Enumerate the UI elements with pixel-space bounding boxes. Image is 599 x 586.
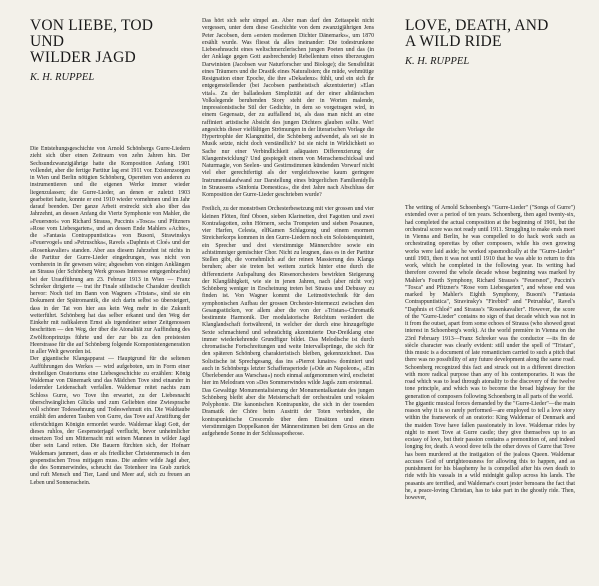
german-body-col2 bbox=[202, 18, 374, 438]
paragraph: The gigantic musical forces demanded by the "Gurre-Lieder"—the main reason why it is so rarely performed—are employed to tell a love story within the framework of an oratorio: King Waldemar of Denmark and the maiden Tove have fallen passionately in love. Waldemar rides by night to meet Tove at Gurre castle; they give themselves up to an ecstasy of love, but their passion contains a premonition of, and indeed longing for, death. A wood dove tells the other doves of Gurre that Tove has been murdered at the instigation of the jealous Queen. Waldemar accuses God of unrighteousness for allowing this to happen, and as punishment for his blasphemy he is compelled after his own death to ride with his vassals in a wild midnight gallop across his lands. The peasants are terrified, and Waldemar's court jester bemoans the fact that he, a peace-loving Christian, has to take part in the ghostly ride. Then, however, bbox=[405, 400, 575, 501]
english-author: K. H. RUPPEL bbox=[405, 56, 470, 67]
english-body bbox=[405, 205, 575, 502]
paragraph: Das hört sich sehr simpel an. Aber man darf den Zeitaspekt nicht vergessen, unter dem diese Geschichte von dem zwanzigjährigen Jens Peter Jacobsen, dem »ersten modernen Dichter Dänemarks«, um 1870 ersählt wurde. Was fliesst da alles ineinander: Die todestrunkene Liebesehnsucht eines weltschmerzlerischen jungen Poeten und das (in der Anklage gegen Gott ausbrechende) Rebellentum eines überzeugten Darwinisten (Jacobsen war Naturforscher und Biologe); die Sensibilität eines Träumers und die Drastik eines Naturalisten; die müde, wehmütige Resignation einer Epoche, die ihre »Dekadenz« fühlt, und ein sich ihr entgegenstellender (bei Jacobsen pantheistisch akzentuierter) »Elan vital«. Zu der balladesken Simplizität auf der einer altdänischen Volkslegende beruhenden Story steht der in Worten malende, impressionistische Stil der Gedichte, in dem so vorgetragen wird, in einem Gegensatz, der zu auffallend ist, als dass man nicht an eine raffiniert artistische Absicht des jungen Dichters glauben sollte. Wer! angesichts dieser vielfältigen Strömungen in der literarischen Vorlage die Hypertrophie der Klangmittel, die Schönberg aufwendet, als sei sie in Musik setzte, nicht doch verständlich? Ist sie nicht in Wirklichkeit so Sache nur einer Verbindlichkeit adäquaten Differenzierung der Klangentwicklung? Und gespiegelt einem von Menschenschicksal und Naturmagie, von Seelen- und Gestirnstimmen kündenden Vorwurf nicht viel eher gerechtfertigt als der vergleichsweise kaum geringere Instrumentalaufwand zur Darstellung eines bürgerlichen Familienidylls in Straussens »Sinfonia Domestica«, die drei Jahre nach Abschluss der Komposition der Gurre-Lieder geschrieben wurde? bbox=[202, 18, 374, 198]
german-body-col1 bbox=[30, 146, 190, 487]
english-title bbox=[405, 18, 575, 50]
german-author: K. H. RUPPEL bbox=[30, 72, 95, 83]
english-title-line-2: A WILD RIDE bbox=[405, 33, 502, 50]
english-title-line-1: LOVE, DEATH, AND bbox=[405, 17, 549, 34]
paragraph: Der gigantische Klangapparat — Hauptgrund für die seltenen Aufführungen des Werkes — wird aufgeboten, um in Form einer dreiteiligen Oratoriums eine Liebesgeschichte zu erzählen: König Waldemar von Dänemark und das Mädchen Tove sind einander in lodernder Leidenschaft verfallen. Waldemar reitet nachts zum Schloss Gurre, wo Tove ihn erwartet, zu der Liebesnacht überschwänglichen Glücks und zum Geliebten eine Zwiesprache voll schöner Todessehnung und Todeswehmutt ein. Die Waldtaube erzählt den anderen Tauben von Gurre, das Tove auf Anstiftung der eifersüchtigen Königin ermordet wurde. Waldemar klagt Gott, der dieses ruhlos, der Gespensterjagd verflucht, bevor unheimlicher einsetzen Tod um Mitternacht mit seinen Mannen in wilder Jagd über sein Land reiten. Die Bauern fürchten sich, der Hofnarr Waldemars jammert, dass er als friedlicher Christenmensch in den gespenstischen Tross mitjagen muss. Die andere wilde Jagd aber, die des Sommerwindes, scheucht das Totenheer ins Grab zurück und ruft Mensch und Tier, Land und Meer auf, sich zu freuen an Leben und Sonnenschein. bbox=[30, 356, 190, 486]
english-column bbox=[405, 18, 575, 502]
german-title bbox=[30, 18, 190, 66]
german-column-2 bbox=[202, 18, 374, 438]
paragraph: The writing of Arnold Schoenberg's "Gurre-Lieder" ("Songs of Gurre") extended over a period of ten years. Schoenberg, then aged twenty-six, had completed the actual composition at the beginning of 1901, but the orchestral score was not ready until 1911. Struggling to make ends meet in Vienna and Berlin, he was compelled to do hack work such as orchestrating operettas by other composers, while his own growing works were laid aside; he worked spasmodically at the "Gurre-Lieder" until 1903, then it was not until 1910 that he was able to return to this work, which he completed in the following year. Its writing had therefore covered the whole decade whose beginning was marked by Mahler's Fourth Symphony, Richard Strauss's "Feuersnot", Puccini's "Tosca" and Pfitzner's "Rose vom Liebesgarten", and whose end was marked by Mahler's Eighth Symphony, Busoni's "Fantasia Contrappuntistica", Stravinsky's "Firebird" and "Petrushka", Ravel's "Daphnis et Chloé" and Strauss's "Rosenkavalier". However, the score of the "Gurre-Lieder" contains no sign of that decade which was not in it from the outset, apart from some echoes of Strauss (who showed great interest in Schoenberg's work). At the world première in Vienna on the 23rd February 1913—Franz Schreker was the conductor —its fin de siècle character was clearly evident: still under the spell of "Tristan", this music is a document of late romanticism carried to such a pitch that there was no possibility of any future development along the same road. Schoenberg recognized this fact and struck out in a different direction with more radical purpose than any of his contemporaries. It was the road which was to lead through atonality to the discovery of the twelve tone principle, and which was to become the broad highway for the generation of composers following Schoenberg in all parts of the world. bbox=[405, 205, 575, 400]
paragraph: Die Entstehungsgeschichte von Arnold Schönbergs Gurre-Liedern zieht sich über einen Zeitraum von zehn Jahren hin. Der Sechsundzwanzigjährige hatte die Komposition Anfang 1901 vollendet, aber die fertige Partitur lag erst 1911 vor. Existenzsorgen in Wien und Berlin nötigten Schönberg, Operetten von anderen zu instrumentieren und die eigenen Werke immer wieder liegenzulassen; die Gurre-Lieder, an denen er zuletzt 1903 gearbeitet hatte, konnte er erst 1910 wieder vornehmen und im Jahr darauf beenden. Der ganze Arbeit erstreckt sich also über das Jahrzehnt, an dessen Anfang die Vierte Symphonie von Mahler, die »Feuersnot« von Richard Strauss, Puccinis »Tosca« und Pfitzners »Rose vom Liebesgarten«, und an dessen Ende Mahlers »Achte«, die »Fantasia Contrappuntistica« von Busoni, Strawinskys »Feuervogel« und »Petruschka«, Ravels »Daphnis et Cloé« und der »Rosenkavalier« standen. Aber aus diesem Jahrzehnt ist nichts in die Partitur der Gurre-Lieder eingedrungen, was nicht von vornherein in ihr gewesen wäre; abgesehen von einigen Anklängen an Strauss (der Schönberg Werk grosses Interesse entgegenbrachte) bei der Uraufführung am 23. Februar 1913 in Wien — Franz Schreker dirigierte — trat ihr Finale stilistische Charakter deutlich hervor: Noch tief im Bann von Wagners »Tristan«, sind sie ein Dokument der Spätromantik, die sich darin selbst so übersteigert, dass in der Tat von hier aus kein Weg mehr in die Zukunft weiterführt. Schönberg hat das selber erkannt und den Weg der Einkehr mit radikaleren Ernst als irgendeiner seiner Zeitgenossen beschritten — den Weg, der über die Atonalität zur Auffindung des Zwölftonprinzips führte und der zur bis zu den preistesten Heerstrasse für die auf Schönberg folgende Komponistengeneration in aller Welt geworden ist. bbox=[30, 146, 190, 355]
german-title-line-1: VON LIEBE, TOD UND bbox=[30, 17, 154, 50]
paragraph: Freilich, zu der monströsen Orchesterbesetzung mit vier grossen und vier kleinen Flöten, fünf Oboen, sieben Klarinetten, drei Fagotten und zwei Kontrafagotten, zehn Hörnern, sechs Trompeten und sieben Posaunen, vier Harfen, Celesta, elfKamen Schlagzeug und einem enormen Streicherkorps kommen in den Gurre-Liedern noch ein Soloistenquintett, ein Sprecher und drei vierstimmige Männerchöre sowie ein achtstimmiger gemischter Chor. Nicht zu leugnen, dass es in der Partitur Stellen gibt, die vornehmlich auf der reinen Massierung des Klangs beruhen; aber sie treten bei weitem zurück hinter eine durch die differenzierte Aufspaltung des Riesenorchesters bewirkten Steigerung der Klangfähigkeit, wie sie in jenen Jahren, nach (aber nicht vor) Schönberg weniger in Erscheinung treten bei Strauss und Debussy zu finden ist. Von Wagner kommt die Leitmotivtechnik für den symphonischen Aufbau der grossen Orchester-Intermezzi zwischen den Gesangsstücken, vor allem aber die von der »Tristan«-Chromatik bestimmte Harmonik. Der modulatorische Reichtum verändert die Klanglandschaft fortwährend, in welcher der durch eine hinzugefügte Sexte schmachtend und sehnsüchtig akzentuierte Dur-Dreiklang eine immer wiederkehrende Grundfigur bildet. Das Melodische ist durch chromatische Fortschreitungen und weite Intervallsprünge, die sich für den späteren Schönberg charakteristisch bleiben, gekennzeichnet. Das Solistische ist Sprechgesang, das ins »Pierrot lunaire« dominiert und auch in Schönbergs letzter Schaffensperiode (»Ode an Napoleon«, »Ein Überlebender aus Warschau«) noch einmal aufgenommen wird, erscheint hier im Melodram von »Des Sommerwindes wilde Jagd« zum erstenmal. bbox=[202, 206, 374, 387]
german-title-line-2: WILDER JAGD bbox=[30, 49, 136, 66]
paragraph: Das Gewaltige Monumentalisierung der Monumentalkantate des jungen Schönberg bleibt aber die Meisterschaft der orchestralen und vokalen Polyphonie. Die kanonischen Kontrapunkte, die sich in der tosenden Dramatik der Chöre beim Austritt der Toten verbinden, die kontrapunktische Crescendo über dem Einsätzen und einem vierstimmigen Doppelkanon der Männerstimmen bei dem Gruss an die aufgehende Sonne in der Schlussapotheose. bbox=[202, 387, 374, 437]
german-column-1 bbox=[30, 18, 190, 487]
